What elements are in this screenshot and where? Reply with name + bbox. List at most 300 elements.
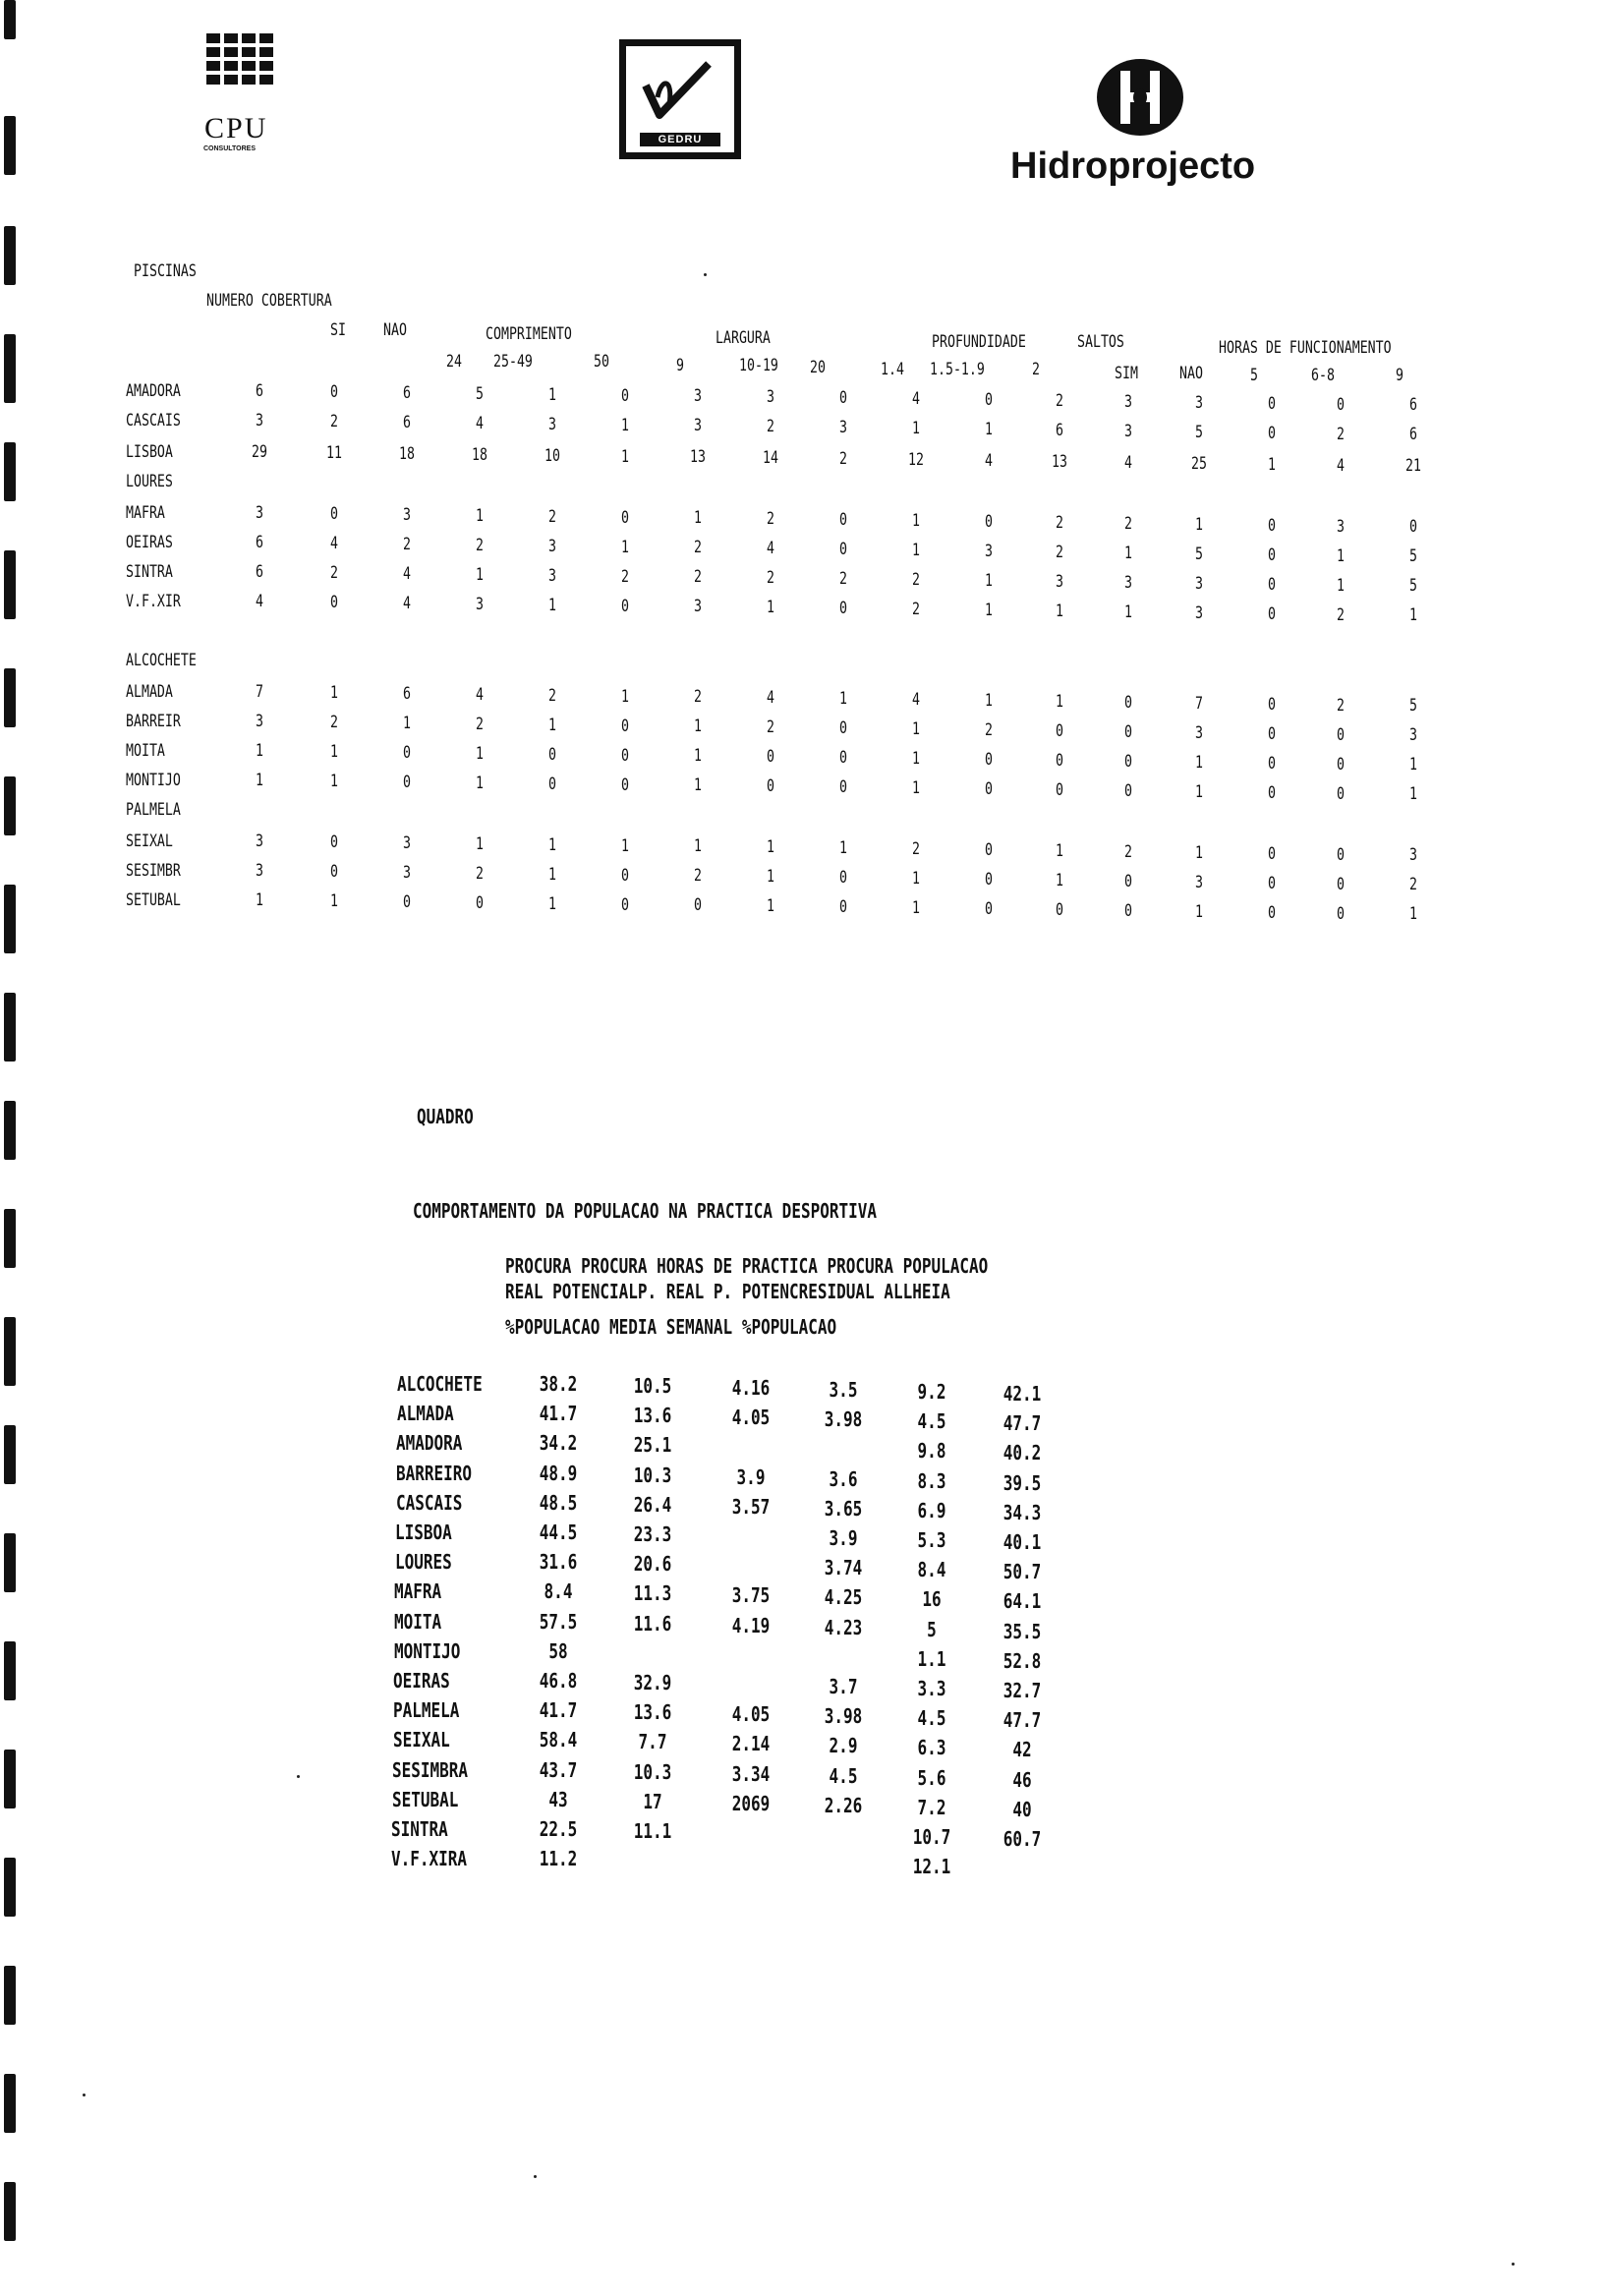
quadro-cell: 9.2 xyxy=(917,1380,946,1404)
piscinas-cell: 3 xyxy=(767,387,774,407)
piscinas-cell: 3 xyxy=(256,832,263,851)
piscinas-cell: 4 xyxy=(403,564,411,584)
quadro-cell: 3.65 xyxy=(824,1496,863,1521)
piscinas-row-name: OEIRAS xyxy=(126,533,173,552)
piscinas-sub-header: NAO xyxy=(1179,364,1203,383)
piscinas-cell: 7 xyxy=(1195,694,1203,714)
piscinas-cell: 6 xyxy=(1056,421,1063,440)
quadro-cell: 26.4 xyxy=(633,1492,672,1517)
piscinas-cell: 2 xyxy=(912,839,920,859)
piscinas-cell: 5 xyxy=(1195,423,1203,442)
piscinas-group-header: COMPRIMENTO xyxy=(486,324,572,344)
piscinas-cell: 4 xyxy=(476,685,484,705)
quadro-cell: 10.3 xyxy=(633,1463,672,1487)
piscinas-cell: 1 xyxy=(1409,904,1417,924)
quadro-cell: 50.7 xyxy=(1002,1560,1042,1584)
piscinas-cell: 0 xyxy=(985,840,993,860)
scan-speck xyxy=(83,2094,86,2096)
quadro-cell: 3.6 xyxy=(829,1466,858,1491)
piscinas-cell: 2 xyxy=(912,570,920,590)
quadro-cell: 3.98 xyxy=(824,1704,863,1729)
piscinas-cell: 0 xyxy=(839,599,847,618)
quadro-cell: 4.5 xyxy=(829,1763,858,1788)
piscinas-cell: 1 xyxy=(621,538,629,557)
piscinas-cell: 2 xyxy=(1337,605,1345,625)
piscinas-cell: 11 xyxy=(326,443,342,463)
piscinas-row-name: SEIXAL xyxy=(126,832,173,851)
quadro-cell: 41.7 xyxy=(539,1698,578,1723)
piscinas-cell: 3 xyxy=(256,503,263,523)
piscinas-cell: 1 xyxy=(548,865,556,885)
piscinas-cell: 2 xyxy=(767,509,774,529)
quadro-cell: 7.7 xyxy=(638,1730,667,1754)
quadro-cell: 13.6 xyxy=(633,1700,672,1725)
piscinas-cell: 2 xyxy=(548,507,556,527)
piscinas-cell: 0 xyxy=(694,895,702,915)
quadro-cell: 34.2 xyxy=(539,1431,578,1456)
piscinas-cell: 2 xyxy=(694,538,702,557)
quadro-cell: 41.7 xyxy=(539,1402,578,1426)
quadro-cell: 40.1 xyxy=(1002,1530,1042,1554)
quadro-row-name: MOITA xyxy=(394,1609,442,1634)
piscinas-cell: 4 xyxy=(767,539,774,558)
piscinas-cell: 3 xyxy=(1195,603,1203,623)
piscinas-cell: 25 xyxy=(1191,454,1207,474)
piscinas-cell: 2 xyxy=(767,718,774,737)
piscinas-cell: 2 xyxy=(985,720,993,740)
quadro-cell: 3.7 xyxy=(829,1675,858,1698)
piscinas-cell: 4 xyxy=(330,534,338,553)
piscinas-group-header: PROFUNDIDADE xyxy=(932,332,1026,352)
piscinas-cell: 2 xyxy=(548,686,556,706)
piscinas-cell: 1 xyxy=(476,774,484,793)
piscinas-cell: 2 xyxy=(1409,875,1417,894)
piscinas-group-header: SALTOS xyxy=(1077,332,1124,352)
piscinas-cell: 5 xyxy=(1195,545,1203,564)
piscinas-cell: 0 xyxy=(1337,845,1345,865)
quadro-cell: 23.3 xyxy=(633,1522,672,1546)
piscinas-cell: 0 xyxy=(985,390,993,410)
piscinas-cell: 3 xyxy=(256,861,263,881)
quadro-row-name: ALMADA xyxy=(397,1402,454,1426)
piscinas-cell: 1 xyxy=(476,506,484,526)
piscinas-cell: 0 xyxy=(839,718,847,738)
piscinas-cell: 0 xyxy=(1056,721,1063,741)
piscinas-cell: 4 xyxy=(985,451,993,471)
piscinas-cell: 6 xyxy=(1409,425,1417,444)
quadro-row-name: OEIRAS xyxy=(393,1669,450,1693)
piscinas-cell: 18 xyxy=(472,445,487,465)
quadro-cell: 48.5 xyxy=(539,1490,578,1515)
piscinas-cell: 0 xyxy=(839,388,847,408)
piscinas-cell: 0 xyxy=(1337,875,1345,894)
piscinas-cell: 0 xyxy=(839,748,847,768)
piscinas-sub-header: 50 xyxy=(594,352,609,372)
piscinas-cell: 1 xyxy=(694,775,702,795)
quadro-cell: 64.1 xyxy=(1002,1589,1042,1614)
quadro-row-name: V.F.XIRA xyxy=(391,1847,468,1871)
piscinas-row-name: MAFRA xyxy=(126,503,165,523)
piscinas-cell: 1 xyxy=(1056,692,1063,712)
quadro-header-line-3: %POPULACAO MEDIA SEMANAL %POPULACAO xyxy=(505,1315,837,1339)
piscinas-cell: 2 xyxy=(330,713,338,732)
piscinas-cell: 1 xyxy=(1056,602,1063,621)
quadro-cell: 4.16 xyxy=(731,1376,771,1400)
piscinas-cell: 0 xyxy=(330,382,338,402)
quadro-cell: 17 xyxy=(643,1789,662,1813)
piscinas-sub-header: 9 xyxy=(1396,366,1404,385)
hidroprojecto-name: Hidroprojecto xyxy=(1010,145,1256,187)
quadro-cell: 11.3 xyxy=(633,1581,672,1606)
quadro-cell: 4.05 xyxy=(731,1406,771,1430)
piscinas-cell: 0 xyxy=(1268,575,1276,595)
piscinas-cell: 3 xyxy=(1195,873,1203,892)
piscinas-cell: 1 xyxy=(548,894,556,914)
piscinas-cell: 0 xyxy=(621,775,629,795)
piscinas-cell: 1 xyxy=(330,891,338,911)
piscinas-cell: 0 xyxy=(1268,604,1276,624)
cpu-grid-icon xyxy=(206,33,273,85)
gedru-logo xyxy=(619,39,741,159)
piscinas-row-name: ALMADA xyxy=(126,682,173,702)
piscinas-cell: 1 xyxy=(403,714,411,733)
piscinas-cell: 6 xyxy=(403,684,411,704)
piscinas-cell: 3 xyxy=(1409,725,1417,745)
piscinas-cell: 4 xyxy=(912,690,920,710)
piscinas-cell: 3 xyxy=(1337,517,1345,537)
piscinas-cell: 3 xyxy=(256,411,263,430)
piscinas-cell: 0 xyxy=(839,540,847,559)
quadro-row-name: ALCOCHETE xyxy=(397,1372,483,1396)
piscinas-cell: 2 xyxy=(1056,543,1063,562)
piscinas-cell: 1 xyxy=(694,746,702,766)
quadro-cell: 12.1 xyxy=(912,1855,951,1879)
piscinas-cell: 0 xyxy=(1056,751,1063,771)
piscinas-cell: 5 xyxy=(1409,546,1417,566)
piscinas-cell: 4 xyxy=(1124,453,1132,473)
gedru-mark-icon xyxy=(640,58,724,127)
quadro-cell: 43 xyxy=(548,1787,568,1811)
quadro-cell: 60.7 xyxy=(1002,1827,1042,1851)
piscinas-cell: 1 xyxy=(1409,784,1417,804)
piscinas-sub-header: 20 xyxy=(810,358,826,377)
piscinas-cell: 0 xyxy=(839,510,847,530)
quadro-cell: 42.1 xyxy=(1002,1382,1042,1406)
piscinas-title: PISCINAS xyxy=(134,261,197,281)
piscinas-cell: 4 xyxy=(1337,456,1345,476)
piscinas-cell: 0 xyxy=(1268,754,1276,774)
piscinas-cell: 1 xyxy=(985,420,993,439)
quadro-cell: 1.1 xyxy=(917,1646,946,1671)
piscinas-cell: 0 xyxy=(1056,900,1063,920)
quadro-cell: 52.8 xyxy=(1002,1648,1042,1673)
piscinas-cell: 3 xyxy=(548,537,556,556)
piscinas-cell: 0 xyxy=(548,775,556,794)
piscinas-cell: 3 xyxy=(1195,723,1203,743)
piscinas-cell: 1 xyxy=(256,890,263,910)
piscinas-cell: 1 xyxy=(548,835,556,855)
piscinas-cell: 2 xyxy=(330,412,338,431)
piscinas-cell: 2 xyxy=(1124,514,1132,534)
piscinas-cell: 5 xyxy=(1409,696,1417,716)
piscinas-cell: 0 xyxy=(621,717,629,736)
piscinas-cell: 3 xyxy=(548,415,556,434)
quadro-cell: 6.9 xyxy=(917,1498,946,1522)
piscinas-cell: 2 xyxy=(1056,391,1063,411)
piscinas-cell: 18 xyxy=(399,444,415,464)
quadro-cell: 31.6 xyxy=(539,1550,578,1575)
piscinas-cell: 1 xyxy=(767,837,774,857)
piscinas-cell: 0 xyxy=(403,773,411,792)
quadro-cell: 38.2 xyxy=(539,1372,578,1396)
piscinas-sub-header: 10-19 xyxy=(739,356,778,375)
quadro-row-name: BARREIRO xyxy=(396,1461,473,1485)
piscinas-cell: 1 xyxy=(767,598,774,617)
piscinas-sub-header: 24 xyxy=(446,352,462,372)
piscinas-sub-header: 1.4 xyxy=(881,360,904,379)
piscinas-cell: 0 xyxy=(1337,904,1345,924)
quadro-row-name: PALMELA xyxy=(393,1698,460,1723)
quadro-cell: 10.7 xyxy=(912,1825,951,1849)
piscinas-cell: 1 xyxy=(548,385,556,405)
quadro-cell: 40 xyxy=(1012,1797,1032,1821)
piscinas-cell: 0 xyxy=(621,386,629,406)
piscinas-cell: 2 xyxy=(839,569,847,589)
piscinas-cell: 0 xyxy=(1268,545,1276,565)
piscinas-cell: 2 xyxy=(1337,696,1345,716)
piscinas-cell: 1 xyxy=(694,717,702,736)
piscinas-cell: 0 xyxy=(1124,781,1132,801)
piscinas-cell: 0 xyxy=(330,832,338,852)
quadro-cell: 47.7 xyxy=(1002,1411,1042,1436)
piscinas-sub-header: 9 xyxy=(676,356,684,375)
piscinas-cell: 2 xyxy=(912,600,920,619)
gedru-logo-label: GEDRU xyxy=(640,133,720,146)
piscinas-cell: 1 xyxy=(621,687,629,707)
piscinas-cell: 14 xyxy=(763,448,778,468)
quadro-row-name: MAFRA xyxy=(394,1579,442,1604)
piscinas-cell: 2 xyxy=(767,417,774,436)
piscinas-cell: 0 xyxy=(1268,695,1276,715)
piscinas-cell: 0 xyxy=(1056,780,1063,800)
piscinas-cell: 1 xyxy=(912,419,920,438)
piscinas-cell: 3 xyxy=(1409,845,1417,865)
piscinas-cell: 0 xyxy=(839,777,847,797)
piscinas-cell: 1 xyxy=(1195,782,1203,802)
piscinas-row-name: CASCAIS xyxy=(126,411,181,430)
quadro-cell: 8.4 xyxy=(544,1579,573,1604)
quadro-header-line-1: PROCURA PROCURA HORAS DE PRACTICA PROCURA POPULACAO xyxy=(505,1254,989,1278)
piscinas-row-name: SESIMBR xyxy=(126,861,181,881)
piscinas-cell: 1 xyxy=(1195,515,1203,535)
piscinas-cell: 0 xyxy=(985,512,993,532)
quadro-cell: 32.7 xyxy=(1002,1679,1042,1702)
quadro-cell: 8.3 xyxy=(917,1468,946,1493)
quadro-cell: 5 xyxy=(927,1617,937,1641)
piscinas-cell: 1 xyxy=(1195,902,1203,922)
piscinas-cell: 1 xyxy=(694,836,702,856)
piscinas-cell: 3 xyxy=(1195,393,1203,413)
piscinas-cell: 0 xyxy=(1124,901,1132,921)
piscinas-cell: 0 xyxy=(1268,424,1276,443)
piscinas-cell: 6 xyxy=(403,413,411,432)
quadro-cell: 3.5 xyxy=(829,1378,858,1402)
piscinas-cell: 1 xyxy=(985,691,993,711)
piscinas-row-name: ALCOCHETE xyxy=(126,651,197,670)
quadro-cell: 46.8 xyxy=(539,1669,578,1693)
piscinas-cell: 3 xyxy=(694,597,702,616)
piscinas-cell: 2 xyxy=(476,864,484,884)
piscinas-cell: 1 xyxy=(1409,755,1417,775)
piscinas-cell: 3 xyxy=(403,833,411,853)
scan-speck xyxy=(1512,2263,1515,2266)
piscinas-cell: 0 xyxy=(1124,872,1132,891)
piscinas-row-name: SINTRA xyxy=(126,562,173,582)
piscinas-cell: 2 xyxy=(476,536,484,555)
piscinas-cell: 0 xyxy=(1337,755,1345,775)
quadro-cell: 44.5 xyxy=(539,1521,578,1544)
piscinas-cell: 3 xyxy=(694,386,702,406)
piscinas-cell: 6 xyxy=(403,383,411,403)
piscinas-cell: 1 xyxy=(476,744,484,764)
piscinas-cell: 10 xyxy=(544,446,560,466)
quadro-cell: 4.5 xyxy=(917,1706,946,1731)
piscinas-cell: 1 xyxy=(621,836,629,856)
piscinas-group-header: HORAS DE FUNCIONAMENTO xyxy=(1219,338,1392,358)
piscinas-cell: 13 xyxy=(1052,452,1067,472)
piscinas-cell: 0 xyxy=(985,899,993,919)
piscinas-cell: 6 xyxy=(256,381,263,401)
quadro-cell: 2.9 xyxy=(829,1734,858,1758)
piscinas-cell: 0 xyxy=(548,745,556,765)
piscinas-cell: 1 xyxy=(256,741,263,761)
piscinas-cell: 1 xyxy=(330,683,338,703)
piscinas-cell: 0 xyxy=(839,897,847,917)
piscinas-sub-header: 5 xyxy=(1250,366,1258,385)
quadro-cell: 11.2 xyxy=(539,1847,578,1871)
piscinas-cell: 4 xyxy=(912,389,920,409)
piscinas-cell: 1 xyxy=(548,716,556,735)
piscinas-cell: 1 xyxy=(1124,544,1132,563)
piscinas-group-header: NAO xyxy=(383,320,407,340)
quadro-cell: 3.57 xyxy=(731,1494,771,1519)
quadro-cell: 2.14 xyxy=(731,1732,771,1756)
piscinas-cell: 2 xyxy=(694,687,702,707)
piscinas-cell: 2 xyxy=(1124,842,1132,862)
quadro-cell: 6.3 xyxy=(917,1736,946,1760)
piscinas-cell: 1 xyxy=(1124,603,1132,622)
piscinas-cell: 4 xyxy=(767,688,774,708)
piscinas-cell: 0 xyxy=(621,508,629,528)
quadro-row-name: SESIMBRA xyxy=(392,1757,469,1782)
quadro-row-name: SINTRA xyxy=(391,1817,448,1841)
piscinas-cell: 6 xyxy=(1409,395,1417,415)
piscinas-cell: 1 xyxy=(330,772,338,791)
piscinas-cell: 21 xyxy=(1405,456,1421,476)
quadro-cell: 8.4 xyxy=(917,1558,946,1582)
piscinas-cell: 3 xyxy=(256,712,263,731)
piscinas-row-name: MONTIJO xyxy=(126,771,181,790)
piscinas-cell: 1 xyxy=(330,742,338,762)
piscinas-row-name: MOITA xyxy=(126,741,165,761)
piscinas-cell: 0 xyxy=(1337,725,1345,745)
quadro-label: QUADRO xyxy=(417,1105,474,1128)
piscinas-cell: 3 xyxy=(403,505,411,525)
piscinas-cell: 4 xyxy=(476,414,484,433)
quadro-cell: 3.74 xyxy=(824,1556,863,1580)
quadro-cell: 4.19 xyxy=(731,1613,771,1637)
quadro-cell: 58.4 xyxy=(539,1728,578,1752)
piscinas-row-name: PALMELA xyxy=(126,800,181,820)
quadro-cell: 3.75 xyxy=(731,1583,771,1608)
piscinas-cell: 1 xyxy=(767,896,774,916)
piscinas-sub-header: 1.5-1.9 xyxy=(930,360,985,379)
piscinas-sub-header: 6-8 xyxy=(1311,366,1335,385)
quadro-cell: 3.98 xyxy=(824,1407,863,1432)
piscinas-cell: 0 xyxy=(330,504,338,524)
piscinas-cell: 2 xyxy=(694,567,702,587)
piscinas-cell: 0 xyxy=(985,779,993,799)
scan-speck xyxy=(704,273,707,276)
cpu-logo-name: CPU xyxy=(204,112,268,144)
piscinas-cell: 3 xyxy=(839,418,847,437)
piscinas-cell: 1 xyxy=(985,571,993,591)
piscinas-cell: 29 xyxy=(252,442,267,462)
quadro-cell: 5.6 xyxy=(917,1765,946,1790)
piscinas-group-header: SI xyxy=(330,320,346,340)
quadro-cell: 10.5 xyxy=(633,1374,672,1398)
piscinas-cell: 0 xyxy=(1268,394,1276,414)
quadro-cell: 16 xyxy=(922,1587,942,1612)
piscinas-cell: 1 xyxy=(1056,871,1063,890)
piscinas-cell: 0 xyxy=(1268,844,1276,864)
piscinas-cell: 1 xyxy=(1409,605,1417,625)
piscinas-cell: 1 xyxy=(694,508,702,528)
piscinas-row-name: LISBOA xyxy=(126,442,173,462)
quadro-cell: 42 xyxy=(1012,1738,1032,1762)
piscinas-cell: 6 xyxy=(256,533,263,552)
quadro-cell: 39.5 xyxy=(1002,1470,1042,1495)
piscinas-cell: 3 xyxy=(694,416,702,435)
piscinas-cell: 13 xyxy=(690,447,706,467)
piscinas-cell: 0 xyxy=(330,862,338,882)
piscinas-cell: 3 xyxy=(1124,422,1132,441)
piscinas-cell: 1 xyxy=(912,511,920,531)
quadro-cell: 11.1 xyxy=(633,1819,672,1843)
piscinas-cell: 5 xyxy=(476,384,484,404)
piscinas-cell: 1 xyxy=(1195,753,1203,773)
piscinas-cell: 0 xyxy=(1268,783,1276,803)
piscinas-cell: 1 xyxy=(985,601,993,620)
piscinas-row-name: SETUBAL xyxy=(126,890,181,910)
piscinas-row-name: AMADORA xyxy=(126,381,181,401)
quadro-cell: 22.5 xyxy=(539,1817,578,1841)
piscinas-cell: 0 xyxy=(621,866,629,886)
quadro-cell: 10.3 xyxy=(633,1759,672,1784)
piscinas-cell: 1 xyxy=(912,869,920,889)
piscinas-cell: 1 xyxy=(839,838,847,858)
piscinas-cell: 1 xyxy=(1268,455,1276,475)
piscinas-cell: 7 xyxy=(256,682,263,702)
piscinas-cell: 0 xyxy=(476,893,484,913)
piscinas-cell: 1 xyxy=(1337,546,1345,566)
quadro-cell: 58 xyxy=(548,1638,568,1663)
piscinas-cell: 4 xyxy=(403,594,411,613)
piscinas-cell: 0 xyxy=(767,747,774,767)
piscinas-cell: 0 xyxy=(1268,874,1276,893)
piscinas-cell: 2 xyxy=(1337,425,1345,444)
piscinas-sub-header: 2 xyxy=(1032,360,1040,379)
